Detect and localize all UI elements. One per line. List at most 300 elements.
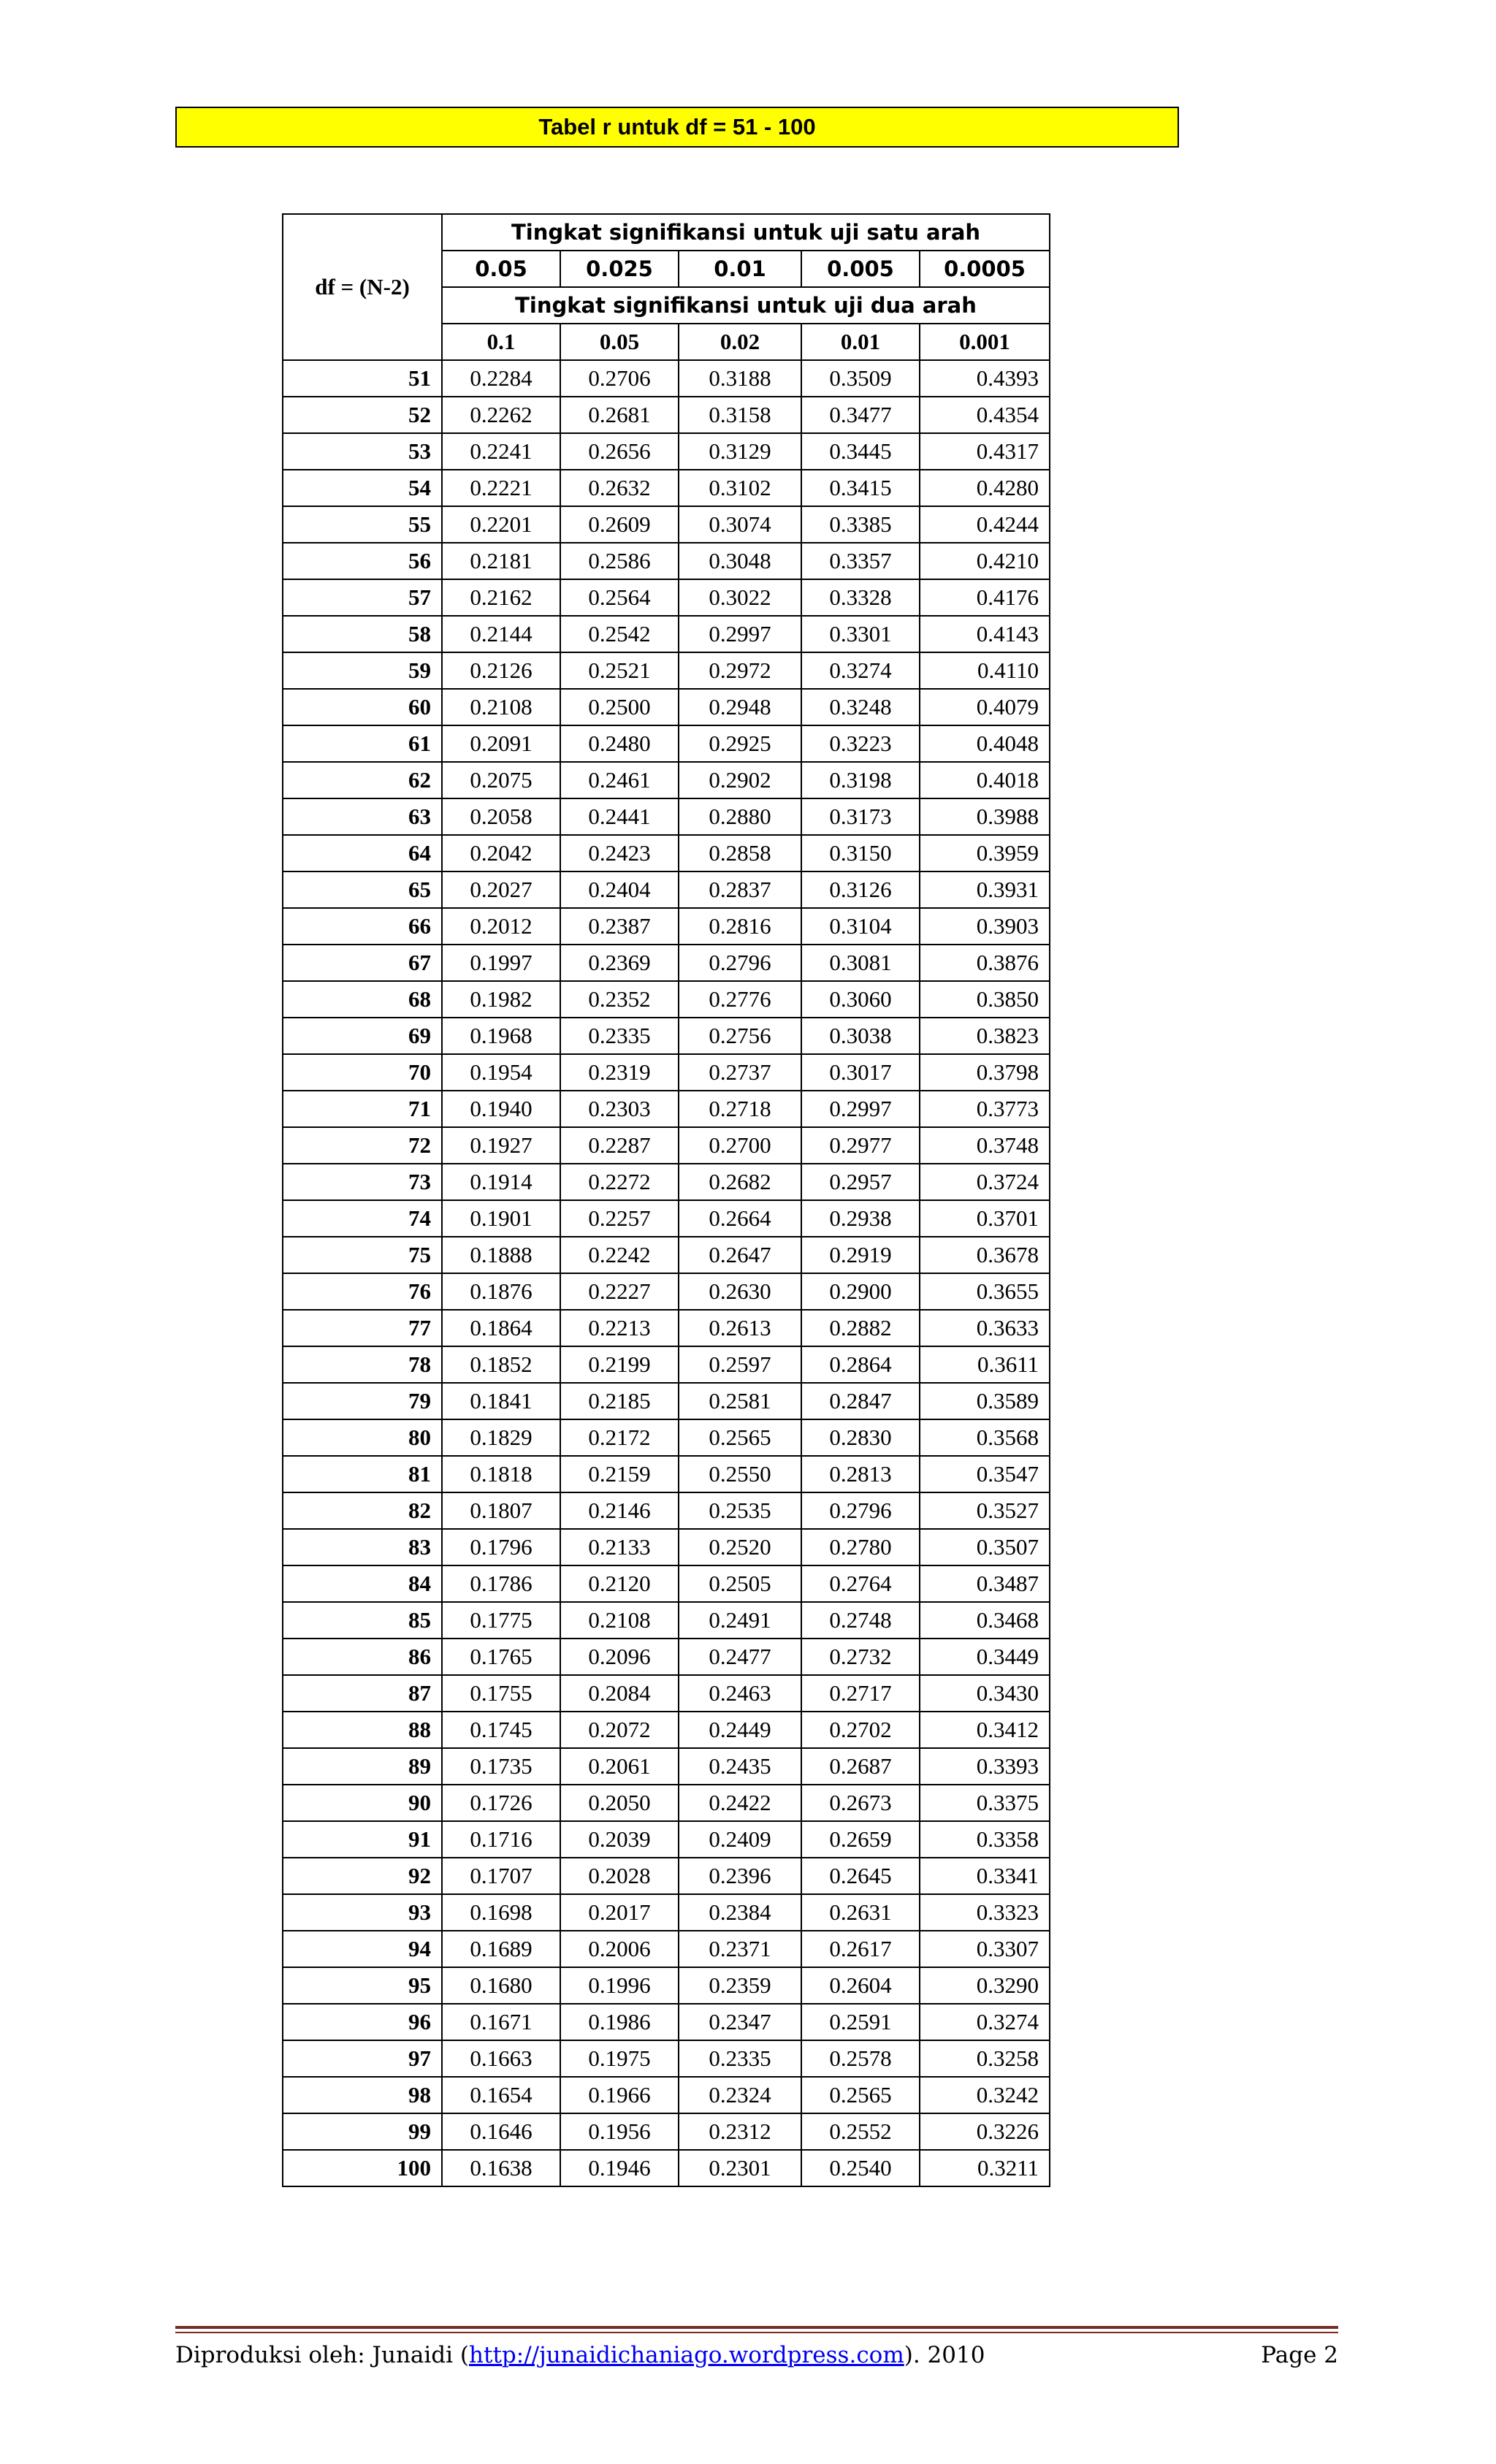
table-row xyxy=(283,1310,1050,1346)
table-row xyxy=(283,1785,1050,1821)
r-value-cell: 0.4210 xyxy=(920,543,1050,579)
r-value-cell: 0.2387 xyxy=(560,908,679,945)
r-value-cell: 0.2656 xyxy=(560,433,679,470)
r-value-cell: 0.3328 xyxy=(801,579,920,616)
r-value-cell: 0.2664 xyxy=(679,1200,801,1237)
r-value-cell: 0.2565 xyxy=(679,1419,801,1456)
r-value-cell: 0.2491 xyxy=(679,1602,801,1639)
r-value-cell: 0.3274 xyxy=(920,2004,1050,2040)
r-value-cell: 0.2500 xyxy=(560,689,679,725)
r-value-cell: 0.1954 xyxy=(442,1054,560,1091)
r-value-cell: 0.3748 xyxy=(920,1127,1050,1164)
two-tail-level: 0.1 xyxy=(442,324,560,360)
r-value-cell: 0.3468 xyxy=(920,1602,1050,1639)
r-value-cell: 0.2647 xyxy=(679,1237,801,1273)
table-row xyxy=(283,1894,1050,1931)
df-cell: 63 xyxy=(283,798,442,835)
r-value-cell: 0.3611 xyxy=(920,1346,1050,1383)
r-value-cell: 0.2604 xyxy=(801,1967,920,2004)
r-value-cell: 0.2780 xyxy=(801,1529,920,1565)
footer-divider xyxy=(175,2326,1338,2329)
r-value-cell: 0.3248 xyxy=(801,689,920,725)
r-value-cell: 0.3258 xyxy=(920,2040,1050,2077)
table-row xyxy=(283,1931,1050,1967)
r-value-cell: 0.2185 xyxy=(560,1383,679,1419)
r-value-cell: 0.2423 xyxy=(560,835,679,871)
r-value-cell: 0.2630 xyxy=(679,1273,801,1310)
one-tail-level: 0.005 xyxy=(801,251,920,287)
r-value-cell: 0.3290 xyxy=(920,1967,1050,2004)
r-value-cell: 0.2221 xyxy=(442,470,560,506)
r-value-cell: 0.3773 xyxy=(920,1091,1050,1127)
df-cell: 52 xyxy=(283,397,442,433)
r-value-cell: 0.2565 xyxy=(801,2077,920,2113)
r-value-cell: 0.2242 xyxy=(560,1237,679,1273)
table-row xyxy=(283,1164,1050,1200)
r-value-cell: 0.1755 xyxy=(442,1675,560,1712)
df-cell: 69 xyxy=(283,1018,442,1054)
r-value-cell: 0.2312 xyxy=(679,2113,801,2150)
r-value-cell: 0.2938 xyxy=(801,1200,920,1237)
r-value-cell: 0.2540 xyxy=(801,2150,920,2186)
r-value-cell: 0.2756 xyxy=(679,1018,801,1054)
table-row xyxy=(283,1565,1050,1602)
r-value-cell: 0.2564 xyxy=(560,579,679,616)
r-value-cell: 0.2631 xyxy=(801,1894,920,1931)
r-value-cell: 0.2301 xyxy=(679,2150,801,2186)
table-row xyxy=(283,1018,1050,1054)
r-value-cell: 0.2882 xyxy=(801,1310,920,1346)
table-row xyxy=(283,360,1050,397)
r-value-cell: 0.3211 xyxy=(920,2150,1050,2186)
r-value-cell: 0.3307 xyxy=(920,1931,1050,1967)
r-value-cell: 0.1997 xyxy=(442,945,560,981)
page-number: Page 2 xyxy=(1261,2342,1338,2368)
r-table-header xyxy=(283,214,1050,360)
df-cell: 61 xyxy=(283,725,442,762)
r-value-cell: 0.2718 xyxy=(679,1091,801,1127)
r-value-cell: 0.2700 xyxy=(679,1127,801,1164)
table-row xyxy=(283,1383,1050,1419)
table-row xyxy=(283,871,1050,908)
r-value-cell: 0.1864 xyxy=(442,1310,560,1346)
r-value-cell: 0.2241 xyxy=(442,433,560,470)
table-row xyxy=(283,1492,1050,1529)
r-value-cell: 0.2919 xyxy=(801,1237,920,1273)
r-value-cell: 0.2682 xyxy=(679,1164,801,1200)
r-value-cell: 0.3358 xyxy=(920,1821,1050,1858)
r-value-cell: 0.2126 xyxy=(442,652,560,689)
r-value-cell: 0.2505 xyxy=(679,1565,801,1602)
r-value-cell: 0.2687 xyxy=(801,1748,920,1785)
r-value-cell: 0.1982 xyxy=(442,981,560,1018)
df-cell: 87 xyxy=(283,1675,442,1712)
r-value-cell: 0.2404 xyxy=(560,871,679,908)
r-value-cell: 0.2028 xyxy=(560,1858,679,1894)
r-value-cell: 0.2144 xyxy=(442,616,560,652)
r-value-cell: 0.3477 xyxy=(801,397,920,433)
r-value-cell: 0.1975 xyxy=(560,2040,679,2077)
df-cell: 62 xyxy=(283,762,442,798)
r-value-cell: 0.2284 xyxy=(442,360,560,397)
table-row xyxy=(283,579,1050,616)
r-value-cell: 0.2108 xyxy=(442,689,560,725)
r-value-cell: 0.4176 xyxy=(920,579,1050,616)
table-row xyxy=(283,1346,1050,1383)
r-value-cell: 0.2776 xyxy=(679,981,801,1018)
r-value-cell: 0.1745 xyxy=(442,1712,560,1748)
r-value-cell: 0.2550 xyxy=(679,1456,801,1492)
table-row xyxy=(283,798,1050,835)
r-value-cell: 0.1680 xyxy=(442,1967,560,2004)
r-value-cell: 0.2830 xyxy=(801,1419,920,1456)
r-value-cell: 0.2717 xyxy=(801,1675,920,1712)
r-value-cell: 0.2535 xyxy=(679,1492,801,1529)
r-value-cell: 0.2162 xyxy=(442,579,560,616)
r-value-cell: 0.3988 xyxy=(920,798,1050,835)
r-value-cell: 0.2369 xyxy=(560,945,679,981)
r-value-cell: 0.3357 xyxy=(801,543,920,579)
df-cell: 65 xyxy=(283,871,442,908)
r-value-cell: 0.2159 xyxy=(560,1456,679,1492)
r-value-cell: 0.4048 xyxy=(920,725,1050,762)
r-value-cell: 0.1901 xyxy=(442,1200,560,1237)
table-row xyxy=(283,1858,1050,1894)
r-value-cell: 0.3959 xyxy=(920,835,1050,871)
r-value-cell: 0.2609 xyxy=(560,506,679,543)
one-tail-level: 0.05 xyxy=(442,251,560,287)
r-value-cell: 0.3850 xyxy=(920,981,1050,1018)
r-value-cell: 0.2477 xyxy=(679,1639,801,1675)
r-value-cell: 0.2521 xyxy=(560,652,679,689)
r-value-cell: 0.2058 xyxy=(442,798,560,835)
df-cell: 95 xyxy=(283,1967,442,2004)
r-value-cell: 0.2581 xyxy=(679,1383,801,1419)
df-cell: 99 xyxy=(283,2113,442,2150)
r-value-cell: 0.3903 xyxy=(920,908,1050,945)
r-value-cell: 0.2017 xyxy=(560,1894,679,1931)
table-row xyxy=(283,397,1050,433)
r-value-cell: 0.2422 xyxy=(679,1785,801,1821)
r-value-cell: 0.1841 xyxy=(442,1383,560,1419)
r-value-cell: 0.3568 xyxy=(920,1419,1050,1456)
df-cell: 96 xyxy=(283,2004,442,2040)
r-value-cell: 0.1654 xyxy=(442,2077,560,2113)
page-title-text: Tabel r untuk df = 51 - 100 xyxy=(538,114,816,140)
r-value-cell: 0.1996 xyxy=(560,1967,679,2004)
table-row xyxy=(283,908,1050,945)
df-cell: 67 xyxy=(283,945,442,981)
r-value-cell: 0.3678 xyxy=(920,1237,1050,1273)
r-value-cell: 0.2591 xyxy=(801,2004,920,2040)
r-value-cell: 0.1707 xyxy=(442,1858,560,1894)
r-value-cell: 0.2796 xyxy=(801,1492,920,1529)
r-value-cell: 0.3931 xyxy=(920,871,1050,908)
r-value-cell: 0.2813 xyxy=(801,1456,920,1492)
table-row xyxy=(283,470,1050,506)
df-cell: 83 xyxy=(283,1529,442,1565)
r-value-cell: 0.1765 xyxy=(442,1639,560,1675)
r-value-cell: 0.2441 xyxy=(560,798,679,835)
r-value-cell: 0.1807 xyxy=(442,1492,560,1529)
r-value-cell: 0.4280 xyxy=(920,470,1050,506)
r-value-cell: 0.3724 xyxy=(920,1164,1050,1200)
r-value-cell: 0.1775 xyxy=(442,1602,560,1639)
r-value-cell: 0.3301 xyxy=(801,616,920,652)
r-value-cell: 0.3173 xyxy=(801,798,920,835)
df-cell: 73 xyxy=(283,1164,442,1200)
df-cell: 64 xyxy=(283,835,442,871)
r-value-cell: 0.4110 xyxy=(920,652,1050,689)
r-value-cell: 0.3323 xyxy=(920,1894,1050,1931)
author-link[interactable]: http://junaidichaniago.wordpress.com xyxy=(469,2342,904,2368)
r-value-cell: 0.3655 xyxy=(920,1273,1050,1310)
table-row xyxy=(283,1529,1050,1565)
table-row xyxy=(283,1456,1050,1492)
two-tail-level: 0.05 xyxy=(560,324,679,360)
df-cell: 51 xyxy=(283,360,442,397)
df-cell: 55 xyxy=(283,506,442,543)
r-value-cell: 0.2384 xyxy=(679,1894,801,1931)
r-value-cell: 0.2748 xyxy=(801,1602,920,1639)
df-cell: 78 xyxy=(283,1346,442,1383)
r-value-cell: 0.3226 xyxy=(920,2113,1050,2150)
one-tail-level: 0.025 xyxy=(560,251,679,287)
r-value-cell: 0.2006 xyxy=(560,1931,679,1967)
r-value-cell: 0.2199 xyxy=(560,1346,679,1383)
r-value-cell: 0.3449 xyxy=(920,1639,1050,1675)
r-value-cell: 0.3022 xyxy=(679,579,801,616)
r-value-cell: 0.1716 xyxy=(442,1821,560,1858)
r-value-cell: 0.2925 xyxy=(679,725,801,762)
r-value-cell: 0.2335 xyxy=(679,2040,801,2077)
r-value-cell: 0.3188 xyxy=(679,360,801,397)
r-value-cell: 0.2972 xyxy=(679,652,801,689)
df-cell: 60 xyxy=(283,689,442,725)
r-value-cell: 0.3198 xyxy=(801,762,920,798)
r-value-cell: 0.3509 xyxy=(801,360,920,397)
r-value-cell: 0.3412 xyxy=(920,1712,1050,1748)
r-value-cell: 0.2146 xyxy=(560,1492,679,1529)
df-cell: 88 xyxy=(283,1712,442,1748)
r-value-cell: 0.1956 xyxy=(560,2113,679,2150)
r-value-cell: 0.2702 xyxy=(801,1712,920,1748)
table-row xyxy=(283,1712,1050,1748)
r-value-cell: 0.1968 xyxy=(442,1018,560,1054)
r-value-cell: 0.2133 xyxy=(560,1529,679,1565)
table-row xyxy=(283,2040,1050,2077)
footer-prefix: Diproduksi oleh: Junaidi ( xyxy=(175,2342,470,2368)
df-cell: 66 xyxy=(283,908,442,945)
r-value-cell: 0.2463 xyxy=(679,1675,801,1712)
df-cell: 76 xyxy=(283,1273,442,1310)
df-cell: 80 xyxy=(283,1419,442,1456)
footer-suffix: ). 2010 xyxy=(904,2342,985,2368)
r-value-cell: 0.3633 xyxy=(920,1310,1050,1346)
page-title xyxy=(175,107,1179,148)
table-row xyxy=(283,2077,1050,2113)
r-value-cell: 0.2319 xyxy=(560,1054,679,1091)
r-value-cell: 0.3547 xyxy=(920,1456,1050,1492)
r-value-cell: 0.2645 xyxy=(801,1858,920,1894)
df-cell: 97 xyxy=(283,2040,442,2077)
table-row xyxy=(283,1054,1050,1091)
df-cell: 82 xyxy=(283,1492,442,1529)
df-cell: 68 xyxy=(283,981,442,1018)
df-cell: 56 xyxy=(283,543,442,579)
header-row-one-tail-label xyxy=(283,214,1050,251)
r-value-cell: 0.2578 xyxy=(801,2040,920,2077)
r-value-cell: 0.1927 xyxy=(442,1127,560,1164)
r-value-cell: 0.2706 xyxy=(560,360,679,397)
r-value-cell: 0.2050 xyxy=(560,1785,679,1821)
footer-divider-thin xyxy=(175,2332,1338,2333)
r-value-cell: 0.3038 xyxy=(801,1018,920,1054)
r-value-cell: 0.2262 xyxy=(442,397,560,433)
r-value-cell: 0.2880 xyxy=(679,798,801,835)
r-value-cell: 0.1852 xyxy=(442,1346,560,1383)
r-value-cell: 0.2552 xyxy=(801,2113,920,2150)
r-value-cell: 0.2172 xyxy=(560,1419,679,1456)
r-value-cell: 0.2597 xyxy=(679,1346,801,1383)
r-value-cell: 0.2613 xyxy=(679,1310,801,1346)
r-value-cell: 0.3129 xyxy=(679,433,801,470)
one-tail-level: 0.0005 xyxy=(920,251,1050,287)
table-row xyxy=(283,433,1050,470)
r-value-cell: 0.1646 xyxy=(442,2113,560,2150)
r-value-cell: 0.1726 xyxy=(442,1785,560,1821)
df-cell: 84 xyxy=(283,1565,442,1602)
r-value-cell: 0.2864 xyxy=(801,1346,920,1383)
r-value-cell: 0.1946 xyxy=(560,2150,679,2186)
r-value-cell: 0.1914 xyxy=(442,1164,560,1200)
r-value-cell: 0.1786 xyxy=(442,1565,560,1602)
r-value-cell: 0.2287 xyxy=(560,1127,679,1164)
two-tail-level: 0.02 xyxy=(679,324,801,360)
r-value-cell: 0.2632 xyxy=(560,470,679,506)
table-row xyxy=(283,1091,1050,1127)
table-row xyxy=(283,725,1050,762)
r-value-cell: 0.3823 xyxy=(920,1018,1050,1054)
r-value-cell: 0.2027 xyxy=(442,871,560,908)
df-cell: 90 xyxy=(283,1785,442,1821)
df-cell: 77 xyxy=(283,1310,442,1346)
r-value-cell: 0.2673 xyxy=(801,1785,920,1821)
df-cell: 74 xyxy=(283,1200,442,1237)
r-value-cell: 0.3430 xyxy=(920,1675,1050,1712)
r-value-cell: 0.3341 xyxy=(920,1858,1050,1894)
r-value-cell: 0.2449 xyxy=(679,1712,801,1748)
df-cell: 98 xyxy=(283,2077,442,2113)
df-cell: 91 xyxy=(283,1821,442,1858)
r-value-cell: 0.3102 xyxy=(679,470,801,506)
r-value-cell: 0.3375 xyxy=(920,1785,1050,1821)
r-value-cell: 0.2072 xyxy=(560,1712,679,1748)
r-value-cell: 0.4018 xyxy=(920,762,1050,798)
r-value-cell: 0.4393 xyxy=(920,360,1050,397)
r-value-cell: 0.1735 xyxy=(442,1748,560,1785)
r-value-cell: 0.2091 xyxy=(442,725,560,762)
r-value-cell: 0.2617 xyxy=(801,1931,920,1967)
df-cell: 79 xyxy=(283,1383,442,1419)
r-value-cell: 0.2732 xyxy=(801,1639,920,1675)
r-value-cell: 0.3589 xyxy=(920,1383,1050,1419)
two-tail-level: 0.001 xyxy=(920,324,1050,360)
r-value-cell: 0.3242 xyxy=(920,2077,1050,2113)
r-table-body xyxy=(283,360,1050,2186)
df-cell: 100 xyxy=(283,2150,442,2186)
table-row xyxy=(283,2150,1050,2186)
r-value-cell: 0.1986 xyxy=(560,2004,679,2040)
r-value-cell: 0.2075 xyxy=(442,762,560,798)
df-cell: 89 xyxy=(283,1748,442,1785)
df-cell: 71 xyxy=(283,1091,442,1127)
table-row xyxy=(283,652,1050,689)
table-row xyxy=(283,689,1050,725)
table-row xyxy=(283,1127,1050,1164)
r-value-cell: 0.2257 xyxy=(560,1200,679,1237)
r-value-cell: 0.1698 xyxy=(442,1894,560,1931)
r-value-cell: 0.1966 xyxy=(560,2077,679,2113)
r-value-cell: 0.2948 xyxy=(679,689,801,725)
df-cell: 54 xyxy=(283,470,442,506)
df-cell: 59 xyxy=(283,652,442,689)
table-row xyxy=(283,1237,1050,1273)
r-value-cell: 0.3507 xyxy=(920,1529,1050,1565)
one-tail-label: Tingkat signifikansi untuk uji satu arah xyxy=(442,214,1050,251)
df-cell: 58 xyxy=(283,616,442,652)
r-value-cell: 0.2352 xyxy=(560,981,679,1018)
table-row xyxy=(283,1821,1050,1858)
r-value-cell: 0.2764 xyxy=(801,1565,920,1602)
r-value-cell: 0.4354 xyxy=(920,397,1050,433)
r-value-cell: 0.2542 xyxy=(560,616,679,652)
table-row xyxy=(283,1675,1050,1712)
r-value-cell: 0.1663 xyxy=(442,2040,560,2077)
df-cell: 53 xyxy=(283,433,442,470)
df-cell: 70 xyxy=(283,1054,442,1091)
r-value-cell: 0.3701 xyxy=(920,1200,1050,1237)
r-value-cell: 0.2409 xyxy=(679,1821,801,1858)
r-value-cell: 0.1818 xyxy=(442,1456,560,1492)
r-table xyxy=(282,213,1050,2187)
r-value-cell: 0.2227 xyxy=(560,1273,679,1310)
df-cell: 81 xyxy=(283,1456,442,1492)
r-value-cell: 0.4143 xyxy=(920,616,1050,652)
r-value-cell: 0.3393 xyxy=(920,1748,1050,1785)
r-value-cell: 0.2039 xyxy=(560,1821,679,1858)
r-value-cell: 0.3081 xyxy=(801,945,920,981)
r-value-cell: 0.1940 xyxy=(442,1091,560,1127)
r-value-cell: 0.3048 xyxy=(679,543,801,579)
table-row xyxy=(283,945,1050,981)
r-value-cell: 0.3487 xyxy=(920,1565,1050,1602)
r-value-cell: 0.3017 xyxy=(801,1054,920,1091)
r-value-cell: 0.1638 xyxy=(442,2150,560,2186)
r-value-cell: 0.2303 xyxy=(560,1091,679,1127)
r-value-cell: 0.1671 xyxy=(442,2004,560,2040)
r-value-cell: 0.2347 xyxy=(679,2004,801,2040)
table-row xyxy=(283,1602,1050,1639)
r-value-cell: 0.4244 xyxy=(920,506,1050,543)
r-value-cell: 0.2371 xyxy=(679,1931,801,1967)
df-cell: 93 xyxy=(283,1894,442,1931)
r-value-cell: 0.3126 xyxy=(801,871,920,908)
r-value-cell: 0.3150 xyxy=(801,835,920,871)
r-value-cell: 0.2858 xyxy=(679,835,801,871)
r-value-cell: 0.2902 xyxy=(679,762,801,798)
r-value-cell: 0.2042 xyxy=(442,835,560,871)
